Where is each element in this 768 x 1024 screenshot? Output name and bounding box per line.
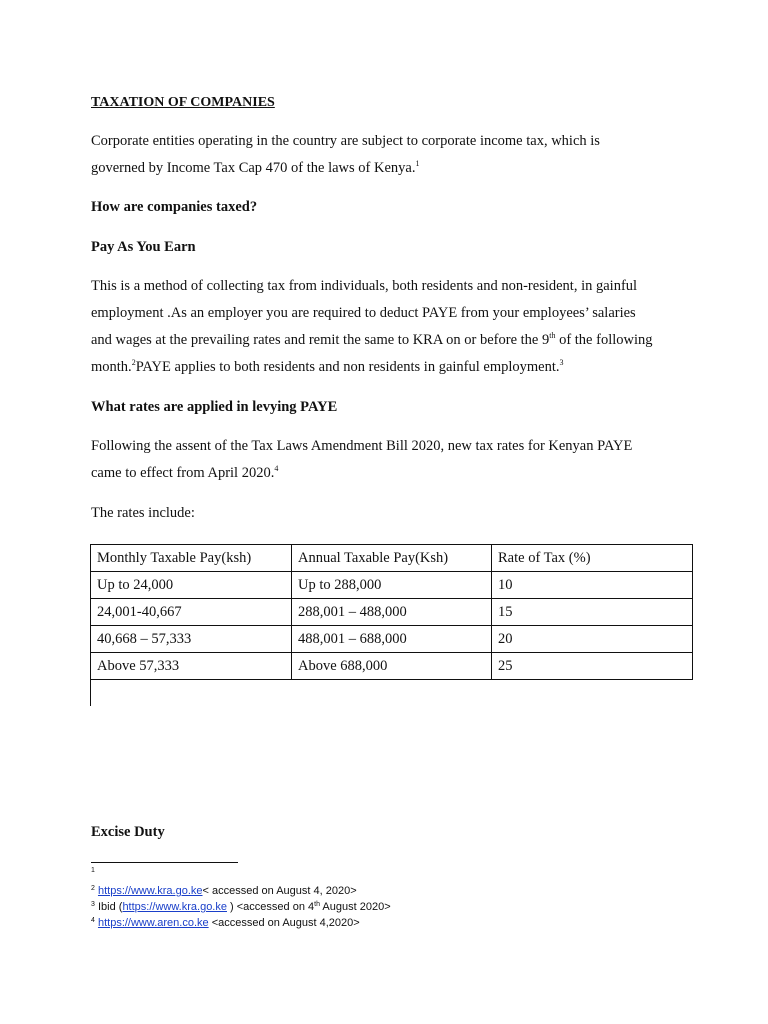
paye-line-4: [91, 354, 564, 381]
cell-monthly: Up to 24,000: [91, 572, 292, 599]
table-header-row: [91, 545, 693, 572]
document-title: TAXATION OF COMPANIES: [91, 95, 275, 110]
footnote-ref-1: 1: [415, 159, 420, 168]
intro-line-2: [91, 155, 419, 182]
paye-line-3: [91, 327, 653, 354]
footnote-separator: [91, 862, 238, 863]
intro-line-1: Corporate entities operating in the country are subject to corporate income tax, which is: [91, 133, 600, 149]
footnote-2-text: < accessed on August 4, 2020>: [202, 885, 357, 897]
heading-how-taxed: How are companies taxed?: [91, 199, 258, 215]
footnote-3-link[interactable]: https://www.kra.go.ke: [122, 901, 227, 913]
header-annual: Annual Taxable Pay(Ksh): [292, 545, 492, 572]
cell-rate: 10: [492, 572, 693, 599]
table-row: [91, 653, 693, 680]
footnote-ref-2: 2: [131, 358, 136, 367]
footnote-2-number: 2: [91, 885, 95, 892]
footnote-3: [91, 899, 391, 915]
footnote-1-number: 1: [91, 867, 95, 874]
heading-rates: What rates are applied in levying PAYE: [91, 399, 338, 415]
cell-monthly: 40,668 – 57,333: [91, 626, 292, 653]
table-row: [91, 626, 693, 653]
heading-paye: Pay As You Earn: [91, 239, 196, 255]
intro-line-2-text: governed by Income Tax Cap 470 of the laws of Kenya.: [91, 160, 416, 176]
footnote-3-pre: Ibid (: [97, 901, 123, 913]
footnote-3-number: 3: [91, 901, 95, 908]
cell-annual: Above 688,000: [292, 653, 492, 680]
table-trailing-border: [90, 678, 91, 706]
footnote-ref-4: 4: [274, 464, 279, 473]
footnote-4: [91, 915, 360, 931]
assent-line-2: [91, 460, 278, 487]
footnote-4-text: <accessed on August 4,2020>: [208, 917, 360, 929]
footnote-4-number: 4: [91, 917, 95, 924]
header-monthly: Monthly Taxable Pay(ksh): [91, 545, 292, 572]
cell-rate: 15: [492, 599, 693, 626]
table-row: [91, 599, 693, 626]
rates-include: The rates include:: [91, 505, 195, 521]
paye-line-3a: and wages at the prevailing rates and remit the same to KRA on or before the 9: [91, 332, 550, 348]
cell-rate: 20: [492, 626, 693, 653]
tax-rates-table: [90, 544, 693, 680]
footnote-2: [91, 883, 357, 899]
paye-line-4a: month.: [91, 359, 132, 375]
cell-monthly: 24,001-40,667: [91, 599, 292, 626]
footnote-ref-3: 3: [559, 358, 564, 367]
footnote-1: [91, 865, 95, 881]
cell-rate: 25: [492, 653, 693, 680]
cell-annual: Up to 288,000: [292, 572, 492, 599]
footnote-3-post: August 2020>: [319, 901, 391, 913]
footnote-3-mid: ) <accessed on 4: [226, 901, 315, 913]
paye-line-2: employment .As an employer you are required to deduct PAYE from your employees’ salaries: [91, 305, 636, 321]
heading-excise-duty: Excise Duty: [91, 824, 165, 840]
table-row: [91, 572, 693, 599]
paye-line-4b: PAYE applies to both residents and non residents in gainful employment.: [135, 359, 560, 375]
header-rate: Rate of Tax (%): [492, 545, 693, 572]
footnote-3-ordinal: th: [314, 901, 320, 908]
cell-annual: 488,001 – 688,000: [292, 626, 492, 653]
footnote-4-link[interactable]: https://www.aren.co.ke: [97, 917, 209, 929]
cell-monthly: Above 57,333: [91, 653, 292, 680]
assent-line-2-text: came to effect from April 2020.: [91, 465, 275, 481]
cell-annual: 288,001 – 488,000: [292, 599, 492, 626]
paye-line-1: This is a method of collecting tax from individuals, both residents and non-resident, in gainful: [91, 278, 638, 294]
assent-line-1: Following the assent of the Tax Laws Amendment Bill 2020, new tax rates for Kenyan PAYE: [91, 438, 633, 454]
paye-ordinal-sup: th: [549, 331, 556, 340]
paye-line-3b: of the following: [555, 332, 653, 348]
footnote-2-link[interactable]: https://www.kra.go.ke: [97, 885, 203, 897]
